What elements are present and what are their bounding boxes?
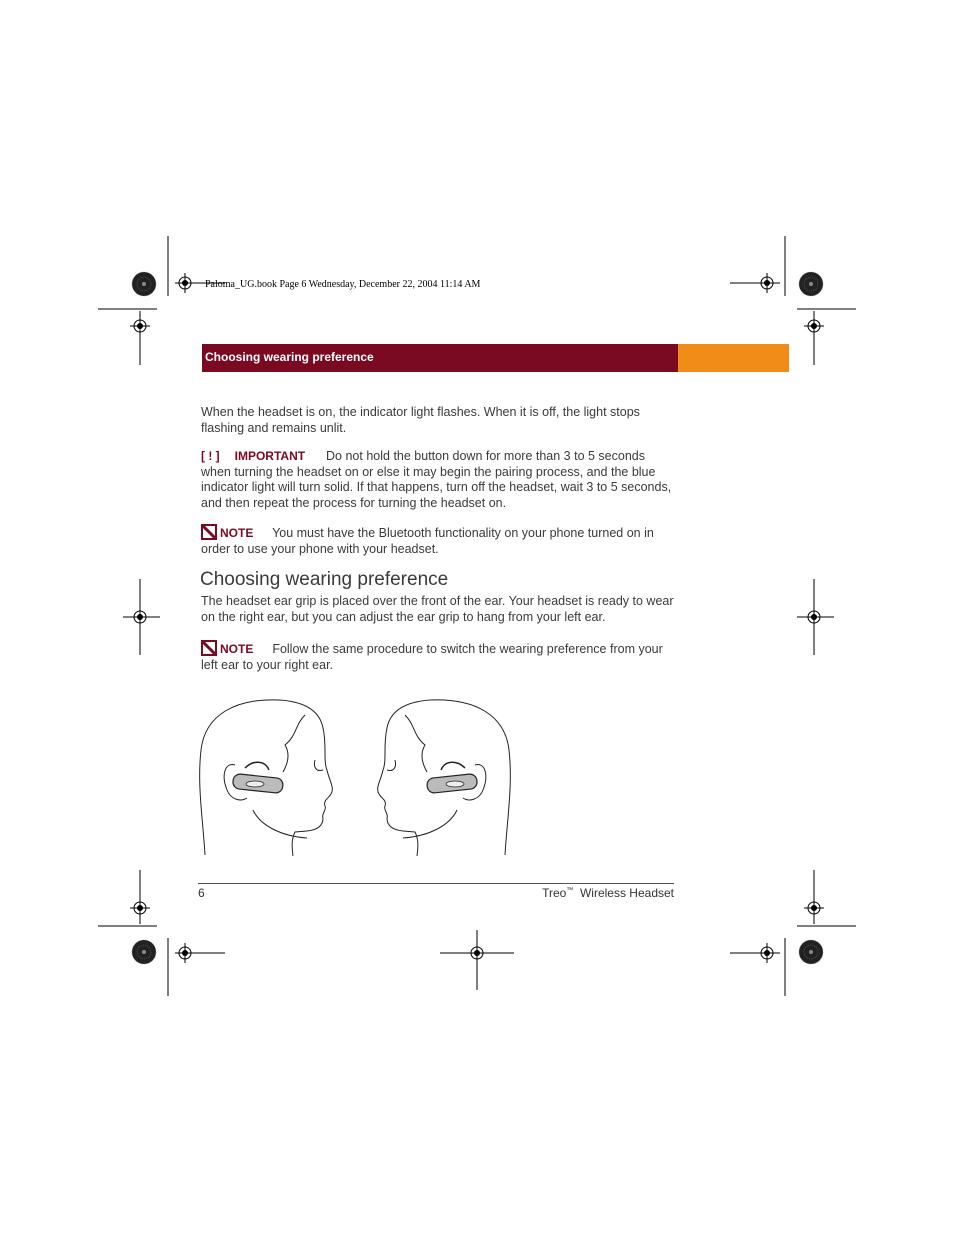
head-left-ear-illustration: [378, 700, 511, 856]
page-number: 6: [198, 886, 205, 900]
section-header-accent: [678, 344, 789, 372]
trademark-symbol: ™: [566, 887, 574, 894]
slug-line: Paloma_UG.book Page 6 Wednesday, December 22, 2004 11:14 AM: [205, 279, 481, 290]
note-text-2: your left ear to your right ear.: [201, 642, 663, 672]
note-first-line-2: Follow the same procedure to switch the wearing preference from: [272, 642, 635, 656]
note-label-1: NOTE: [220, 526, 254, 540]
intro-paragraph: When the headset is on, the indicator light flashes. When it is off, the light stops flashing and remains unlit.: [201, 405, 640, 435]
note-callout-1: [201, 524, 676, 557]
section-header-label: Choosing wearing preference: [205, 350, 374, 364]
note-icon: [201, 524, 217, 540]
important-marker: [ ! ]: [201, 449, 220, 463]
footer-rule: [198, 883, 674, 884]
note-text-1: in order to use your phone with your headset.: [201, 526, 654, 556]
important-label: IMPORTANT: [234, 449, 306, 463]
footer-product-name: [480, 886, 674, 900]
headset-wearing-illustration: [195, 690, 525, 860]
section-paragraph: The headset ear grip is placed over the front of the ear. Your headset is ready to wear on the right ear, but you can adjust the ear grip to hang from your left ear.: [201, 594, 674, 624]
note-first-line-1: You must have the Bluetooth functionality on your phone turned on: [272, 526, 641, 540]
section-title: Choosing wearing preference: [200, 569, 449, 590]
head-right-ear-illustration: [200, 700, 333, 856]
footer-product: Treo: [542, 886, 567, 900]
important-first-line: Do not hold the button down for more than 3 to 5 seconds: [326, 449, 645, 463]
important-text: when turning the headset on or else it may begin the pairing process, and the blue indicator light will turn solid. If that happens, turn off the headset, wait 3 to 5 seconds, and then repeat the process for turning the headset on.: [201, 464, 672, 510]
footer-product-rest: Wireless Headset: [579, 886, 674, 900]
note-icon: [201, 640, 217, 656]
note-label-2: NOTE: [220, 642, 254, 656]
note-callout-2: [201, 640, 676, 673]
important-callout: [201, 449, 676, 511]
